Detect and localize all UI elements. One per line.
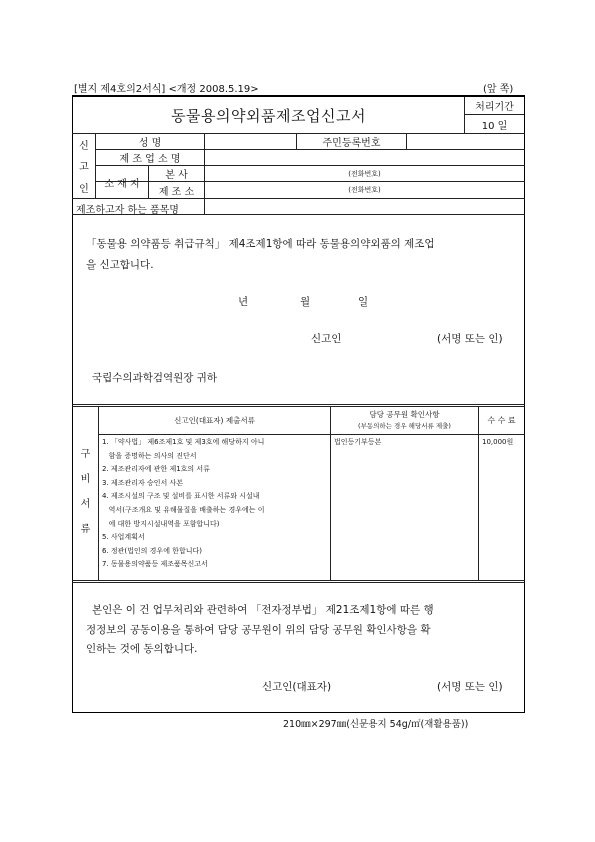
list-item: 5. 사업계획서 <box>102 533 145 542</box>
id-number-label: 주민등록번호 <box>322 138 381 149</box>
list-item: 2. 제조관리자에 관한 제1호의 서류 <box>102 465 210 474</box>
fee-value: 10,000원 <box>482 438 514 446</box>
consent-declarant-label: 신고인(대표자) <box>262 681 332 693</box>
business-name-label: 제 조 업 소 명 <box>119 154 181 165</box>
consent-line3: 인하는 것에 동의합니다. <box>86 643 198 655</box>
paper-spec-footer: 210㎜×297㎜(신문용지 54g/㎡(재활용품)) <box>283 719 469 730</box>
hq-phone-label: (전화번호) <box>348 169 381 178</box>
name-label: 성 명 <box>138 138 162 149</box>
applicant-section-label: 신 고 인 <box>79 141 89 195</box>
month-label: 월 <box>300 296 311 308</box>
documents-section-label: 구 비 서 류 <box>80 449 91 535</box>
consent-line2: 정정보의 공동이용을 통하여 담당 공무원이 위의 담당 공무원 확인사항을 확 <box>86 624 431 636</box>
list-item: 1. 「약사법」 제6조제1호 및 제3호에 해당하지 아니 <box>102 438 265 446</box>
items-label: 제조하고자 하는 품목명 <box>76 205 179 216</box>
list-item: 3. 제조관리자 승인서 사본 <box>102 478 183 487</box>
declaration-text-line1: 「동물용 의약품등 취급규칙」 제4조제1항에 따라 동물용의약외품의 제조업 <box>86 238 435 250</box>
form-number: [별지 제4호의2서식] <개정 2008.5.19> <box>74 84 259 95</box>
year-label: 년 <box>238 296 249 308</box>
fee-header: 수 수 료 <box>487 416 516 425</box>
processing-period-label: 처리기간 <box>475 102 514 113</box>
check-docs-header-note: (부동의하는 경우 해당서류 제출) <box>358 422 451 430</box>
declarant-label: 신고인 <box>311 333 342 345</box>
recipient-label: 국립수의과학검역원장 귀하 <box>92 372 218 384</box>
list-item: 4. 제조시설의 구조 및 설비를 표시한 서류와 시설내 <box>102 492 260 501</box>
list-item: 에 대한 방지시설내역을 포함합니다) <box>102 519 220 528</box>
factory-label: 제 조 소 <box>158 186 195 198</box>
list-item: 역서(구조개요 및 유해물질을 배출하는 경우에는 이 <box>102 505 265 514</box>
processing-period-value: 10 일 <box>481 120 508 132</box>
headquarters-label: 본 사 <box>165 170 188 181</box>
consent-signature-label: (서명 또는 인) <box>437 681 503 693</box>
check-item: 법인등기부등본 <box>334 438 382 446</box>
page-side-label: (앞 쪽) <box>483 84 514 95</box>
submit-docs-header: 신고인(대표자) 제출서류 <box>174 416 255 425</box>
list-item: 함을 증명하는 의사의 진단서 <box>102 451 197 460</box>
address-label: 소 재 지 <box>104 178 140 190</box>
check-docs-header: 담당 공무원 확인사항 <box>369 410 440 419</box>
consent-line1: 본인은 이 건 업무처리와 관련하여 「전자정부법」 제21조제1항에 따른 행 <box>92 604 434 616</box>
submit-docs-list <box>102 437 265 573</box>
list-item: 7. 동물용의약품등 제조품목신고서 <box>102 560 208 569</box>
list-item: 6. 정관(법인의 경우에 한합니다) <box>102 546 202 555</box>
form-title: 동물용의약외품제조업신고서 <box>171 106 366 125</box>
factory-phone-label: (전화번호) <box>348 186 381 194</box>
signature-label: (서명 또는 인) <box>437 333 503 345</box>
declaration-text-line2: 을 신고합니다. <box>86 259 154 271</box>
day-label: 일 <box>358 296 369 308</box>
